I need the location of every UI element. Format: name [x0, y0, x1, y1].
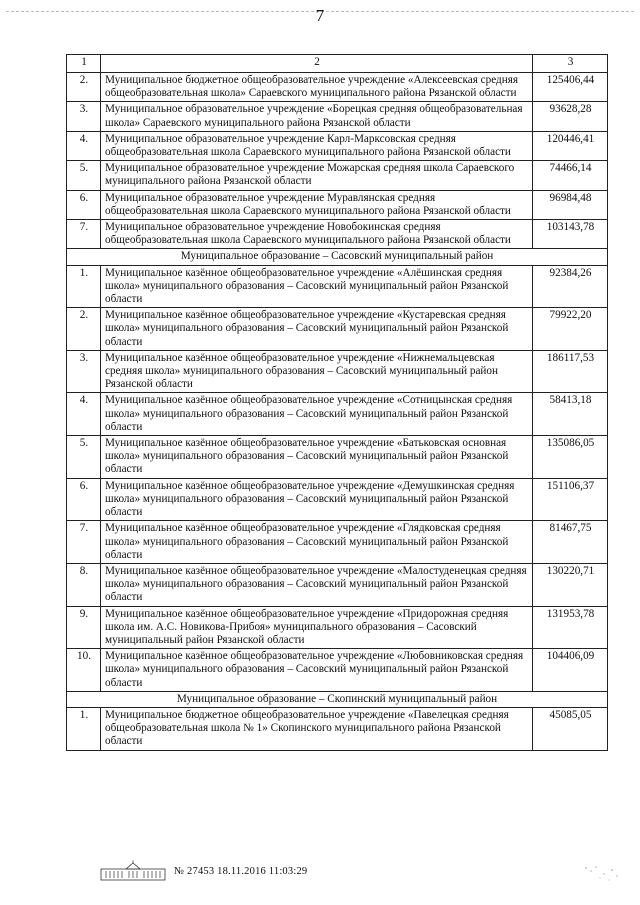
table-row — [67, 436, 608, 479]
amount-value: 151106,37 — [533, 478, 608, 521]
row-number: 7. — [67, 220, 101, 249]
table-row — [67, 220, 608, 249]
row-number: 4. — [67, 131, 101, 160]
institution-name: Муниципальное казённое общеобразовательное учреждение «Любовниковская средняя школа» муниципального образования – Сасовский муниципальный район Рязанской области — [101, 649, 533, 692]
row-number: 1. — [67, 265, 101, 308]
table-row — [67, 73, 608, 102]
table-row — [67, 393, 608, 436]
institution-name: Муниципальное образовательное учреждение Муравлянская средняя общеобразовательная школа Сараевского муниципального района Рязанской области — [101, 190, 533, 219]
table-row — [67, 478, 608, 521]
row-number: 3. — [67, 350, 101, 393]
row-number: 5. — [67, 436, 101, 479]
institution-name: Муниципальное бюджетное общеобразовательное учреждение «Алексеевская средняя общеобразовательная школа» Сараевского муниципального района Рязанской области — [101, 73, 533, 102]
amount-value: 79922,20 — [533, 308, 608, 351]
row-number: 2. — [67, 308, 101, 351]
institution-name: Муниципальное образовательное учреждение Карл-Марксовская средняя общеобразовательная школа Сараевского муниципального района Рязанской области — [101, 131, 533, 160]
amount-value: 103143,78 — [533, 220, 608, 249]
table-row — [67, 606, 608, 649]
header-col-3: 3 — [533, 55, 608, 73]
amount-value: 96984,48 — [533, 190, 608, 219]
row-number: 7. — [67, 521, 101, 564]
table-row — [67, 308, 608, 351]
institution-name: Муниципальное образовательное учреждение Можарская средняя школа Сараевского муниципального района Рязанской области — [101, 161, 533, 190]
institution-name: Муниципальное бюджетное общеобразовательное учреждение «Павелецкая средняя общеобразовательная школа № 1» Скопинского муниципального района Рязанской области — [101, 707, 533, 750]
allocation-table — [66, 54, 608, 751]
row-number: 4. — [67, 393, 101, 436]
header-col-1: 1 — [67, 55, 101, 73]
table-row — [67, 707, 608, 750]
institution-name: Муниципальное образовательное учреждение «Борецкая средняя общеобразовательная школа» Сараевского муниципального района Рязанской области — [101, 102, 533, 131]
row-number: 5. — [67, 161, 101, 190]
row-number: 2. — [67, 73, 101, 102]
amount-value: 104406,09 — [533, 649, 608, 692]
amount-value: 120446,41 — [533, 131, 608, 160]
document-footer — [100, 859, 307, 883]
institution-name: Муниципальное казённое общеобразовательное учреждение «Сотницынская средняя школа» муниципального образования – Сасовский муниципальный район Рязанской области — [101, 393, 533, 436]
row-number: 9. — [67, 606, 101, 649]
table-row — [67, 563, 608, 606]
amount-value: 74466,14 — [533, 161, 608, 190]
government-building-logo-icon — [100, 860, 166, 882]
institution-name: Муниципальное казённое общеобразовательное учреждение «Демушкинская средняя школа» муниципального образования – Сасовский муниципальный район Рязанской области — [101, 478, 533, 521]
amount-value: 135086,05 — [533, 436, 608, 479]
table-row — [67, 265, 608, 308]
table-row — [67, 131, 608, 160]
table-row — [67, 649, 608, 692]
amount-value: 58413,18 — [533, 393, 608, 436]
table-row — [67, 102, 608, 131]
header-col-2: 2 — [101, 55, 533, 73]
row-number: 10. — [67, 649, 101, 692]
amount-value: 125406,44 — [533, 73, 608, 102]
amount-value: 45085,05 — [533, 707, 608, 750]
table-header-row — [67, 55, 608, 73]
amount-value: 130220,71 — [533, 563, 608, 606]
section-title: Муниципальное образование – Скопинский муниципальный район — [67, 691, 608, 707]
institution-name: Муниципальное казённое общеобразовательное учреждение «Алёшинская средняя школа» муниципального образования – Сасовский муниципальный район Рязанской области — [101, 265, 533, 308]
institution-name: Муниципальное казённое общеобразовательное учреждение «Малостуденецкая средняя школа» муниципального образования – Сасовский муниципальный район Рязанской области — [101, 563, 533, 606]
table-row — [67, 190, 608, 219]
section-title: Муниципальное образование – Сасовский муниципальный район — [67, 249, 608, 265]
amount-value: 92384,26 — [533, 265, 608, 308]
institution-name: Муниципальное казённое общеобразовательное учреждение «Нижнемальцевская средняя школа» муниципального образования – Сасовский муниципальный район Рязанской области — [101, 350, 533, 393]
amount-value: 93628,28 — [533, 102, 608, 131]
section-row — [67, 249, 608, 265]
scan-artifact-marks — [582, 862, 622, 884]
institution-name: Муниципальное казённое общеобразовательное учреждение «Придорожная средняя школа им. А.С. Новикова-Прибоя» муниципального образования – Сасовский муниципальный район Рязанской области — [101, 606, 533, 649]
row-number: 6. — [67, 478, 101, 521]
institution-name: Муниципальное казённое общеобразовательное учреждение «Батьковская основная школа» муниципального образования – Сасовский муниципальный район Рязанской области — [101, 436, 533, 479]
table-row — [67, 161, 608, 190]
table-row — [67, 350, 608, 393]
table-body — [67, 55, 608, 751]
amount-value: 186117,53 — [533, 350, 608, 393]
page-number: 7 — [315, 6, 325, 25]
institution-name: Муниципальное казённое общеобразовательное учреждение «Кустаревская средняя школа» муниципального образования – Сасовский муниципальный район Рязанской области — [101, 308, 533, 351]
section-row — [67, 691, 608, 707]
row-number: 8. — [67, 563, 101, 606]
document-registration-stamp: № 27453 18.11.2016 11:03:29 — [174, 865, 308, 877]
row-number: 3. — [67, 102, 101, 131]
amount-value: 81467,75 — [533, 521, 608, 564]
table-row — [67, 521, 608, 564]
institution-name: Муниципальное образовательное учреждение Новобокинская средняя общеобразовательная школа Сараевского муниципального района Рязанской области — [101, 220, 533, 249]
institution-name: Муниципальное казённое общеобразовательное учреждение «Глядковская средняя школа» муниципального образования – Сасовский муниципальный район Рязанской области — [101, 521, 533, 564]
amount-value: 131953,78 — [533, 606, 608, 649]
row-number: 6. — [67, 190, 101, 219]
row-number: 1. — [67, 707, 101, 750]
